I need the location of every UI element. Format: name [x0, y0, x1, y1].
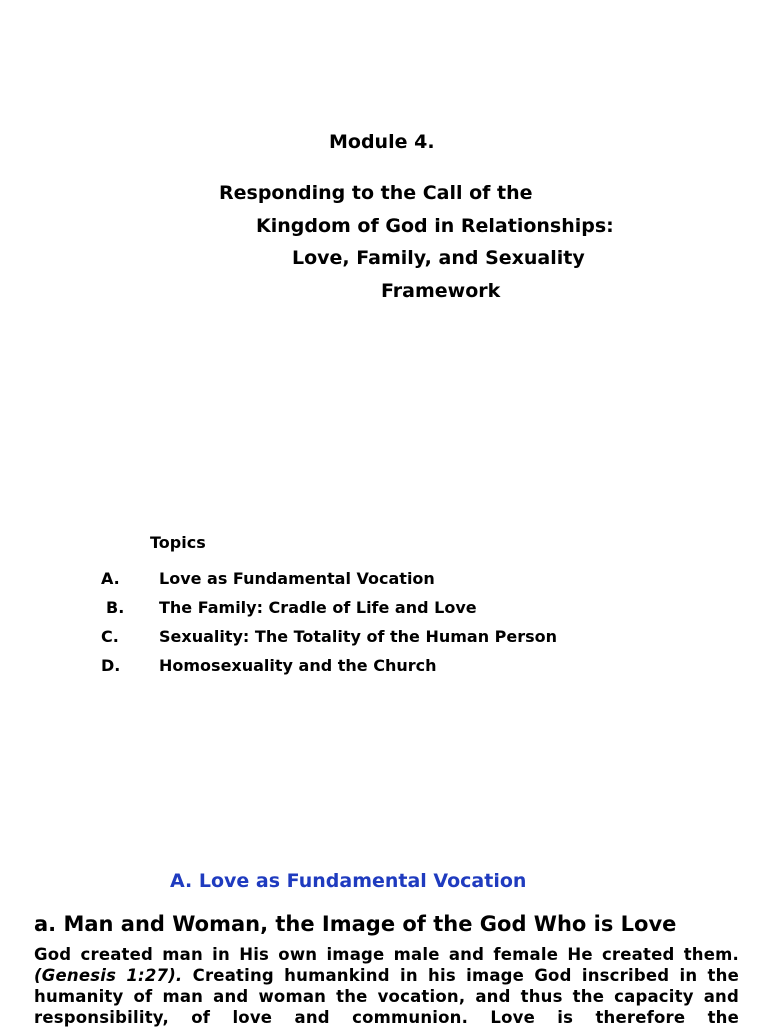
scripture-reference: (Genesis 1:27).: [34, 966, 183, 985]
body-line-3: humanity of man and woman the vocation, and thus the capacity and: [34, 987, 739, 1006]
module-number: Module 4.: [329, 131, 435, 153]
body-line-2-text: Creating humankind in his image God inscribed in the: [182, 966, 739, 985]
body-line-2: [34, 965, 739, 986]
topic-letter-d: D.: [101, 656, 121, 675]
module-title-line-1: Responding to the Call of the: [219, 182, 533, 204]
module-title-line-2: Kingdom of God in Relationships:: [256, 215, 614, 237]
topic-item-c: Sexuality: The Totality of the Human Person: [159, 627, 558, 646]
module-title-line-4: Framework: [381, 280, 501, 302]
section-subtitle: a. Man and Woman, the Image of the God Who is Love: [34, 912, 677, 936]
topic-item-b: The Family: Cradle of Life and Love: [159, 598, 477, 617]
topic-letter-c: C.: [101, 627, 119, 646]
body-paragraph: [34, 944, 739, 1028]
topic-item-d: Homosexuality and the Church: [159, 656, 437, 675]
body-line-4: responsibility, of love and communion. Love is therefore the: [34, 1008, 739, 1027]
module-title-line-3: Love, Family, and Sexuality: [292, 247, 585, 269]
section-title: A. Love as Fundamental Vocation: [170, 870, 527, 892]
topic-letter-a: A.: [101, 569, 120, 588]
topic-letter-b: B.: [106, 598, 125, 617]
topic-item-a: Love as Fundamental Vocation: [159, 569, 435, 588]
topics-heading: Topics: [150, 533, 206, 552]
body-line-1: God created man in His own image male and female He created them.: [34, 945, 739, 964]
